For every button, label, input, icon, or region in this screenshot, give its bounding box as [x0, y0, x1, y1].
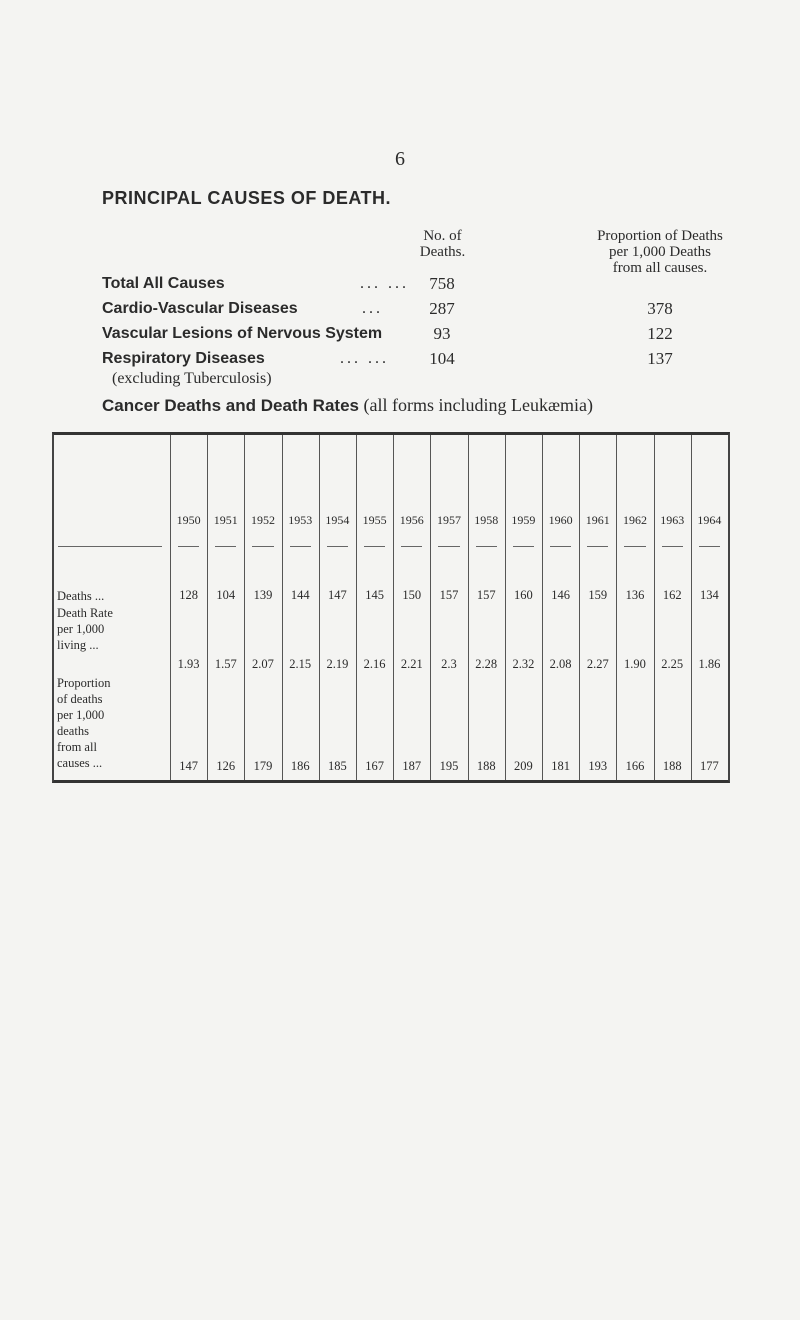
header-separator [327, 546, 348, 547]
header-separator [58, 546, 162, 547]
table-cell: 2.3 [441, 657, 457, 671]
cause-sublabel-respiratory: (excluding Tuberculosis) [112, 370, 272, 387]
header-separator [252, 546, 273, 547]
cause-deaths-respiratory: 104 [429, 349, 455, 368]
table-cell: 167 [365, 759, 384, 773]
table-cell: 128 [179, 588, 198, 602]
table-cell: 150 [402, 588, 422, 602]
year-header: 1963 [660, 513, 685, 527]
header-separator [587, 546, 608, 547]
table-column-divider [654, 435, 655, 780]
table-cell: 1.93 [177, 657, 200, 671]
year-header: 1950 [176, 513, 201, 527]
table-cell: 2.19 [326, 657, 349, 671]
table-cell: 145 [365, 588, 384, 602]
table-cell: 2.07 [252, 657, 274, 671]
cancer-table [52, 432, 730, 783]
table-cell: 147 [179, 759, 198, 773]
table-cell: 193 [588, 759, 608, 773]
cause-proportion-vascular: 122 [647, 324, 673, 343]
table-cell: 2.27 [586, 657, 609, 671]
header-separator [476, 546, 497, 547]
cause-proportion-respiratory: 137 [647, 349, 673, 368]
table-column-divider [691, 435, 692, 780]
year-header: 1954 [325, 513, 350, 527]
cause-label-cardio: Cardio-Vascular Diseases [102, 300, 298, 317]
year-header: 1953 [288, 513, 313, 527]
cause-dots-respiratory: ... ... [340, 350, 389, 367]
year-header: 1964 [697, 513, 722, 527]
table-column-divider [319, 435, 320, 780]
table-cell: 1.57 [214, 657, 237, 671]
table-column-divider [468, 435, 469, 780]
table-cell: 159 [588, 588, 608, 602]
table-row-label: Death Rate per 1,000 living ... [57, 606, 113, 652]
table-column-divider [356, 435, 357, 780]
header-separator [513, 546, 534, 547]
table-row-label: Proportion of deaths per 1,000 deaths from all causes ... [57, 676, 111, 770]
table-cell: 2.32 [512, 657, 535, 671]
cause-deaths-cardio: 287 [429, 299, 455, 318]
cause-proportion-cardio: 378 [647, 299, 673, 318]
table-column-divider [207, 435, 208, 780]
table-cell: 188 [476, 759, 496, 773]
cause-deaths-vascular: 93 [433, 324, 451, 343]
table-cell: 2.15 [289, 657, 312, 671]
table-cell: 139 [253, 588, 273, 602]
table-cell: 2.21 [400, 657, 423, 671]
year-header: 1959 [511, 513, 536, 527]
header-separator [624, 546, 645, 547]
header-separator [178, 546, 199, 547]
table-cell: 144 [290, 588, 310, 602]
year-header: 1961 [585, 513, 610, 527]
table-cell: 177 [700, 759, 719, 773]
header-separator [364, 546, 385, 547]
header-separator [215, 546, 236, 547]
table-cell: 160 [514, 588, 533, 602]
table-cell: 2.25 [661, 657, 684, 671]
table-cell: 126 [216, 759, 236, 773]
column-header-proportion: Proportion of Deaths per 1,000 Deaths from all causes. [597, 228, 723, 276]
table-cell: 134 [700, 588, 719, 602]
page-number: 6 [395, 148, 405, 170]
table-cell: 2.16 [363, 657, 386, 671]
cause-deaths-total: 758 [429, 274, 455, 293]
table-cell: 104 [216, 588, 236, 602]
header-separator [699, 546, 720, 547]
cause-label-total: Total All Causes [102, 275, 225, 292]
table-cell: 147 [328, 588, 347, 602]
table-cell: 1.86 [698, 657, 721, 671]
table-cell: 157 [476, 588, 496, 602]
year-header: 1955 [362, 513, 387, 527]
year-header: 1957 [436, 513, 461, 527]
table-cell: 181 [551, 759, 570, 773]
table-column-divider [282, 435, 283, 780]
table-cell: 162 [662, 588, 682, 602]
table-cell: 2.28 [475, 657, 498, 671]
cause-dots-total: ... ... [360, 275, 409, 292]
header-separator [290, 546, 311, 547]
year-header: 1960 [548, 513, 573, 527]
table-column-divider [170, 435, 171, 780]
table-column-divider [579, 435, 580, 780]
header-separator [550, 546, 571, 547]
header-separator [662, 546, 683, 547]
table-cell: 209 [514, 759, 533, 773]
table-cell: 157 [439, 588, 459, 602]
cause-label-respiratory: Respiratory Diseases [102, 350, 265, 367]
table-cell: 195 [439, 759, 459, 773]
cause-dots-cardio: ... [362, 300, 383, 317]
table-column-divider [244, 435, 245, 780]
table-cell: 179 [253, 759, 273, 773]
table-cell: 186 [290, 759, 310, 773]
table-column-divider [542, 435, 543, 780]
header-separator [401, 546, 422, 547]
table-column-divider [430, 435, 431, 780]
table-cell: 136 [625, 588, 645, 602]
table-cell: 187 [402, 759, 422, 773]
cancer-title-bold: Cancer Deaths and Death Rates [102, 396, 359, 415]
table-cell: 185 [328, 759, 347, 773]
year-header: 1951 [213, 513, 238, 527]
year-header: 1958 [474, 513, 499, 527]
table-cell: 1.90 [624, 657, 646, 671]
table-cell: 166 [625, 759, 645, 773]
cancer-title-rest: (all forms including Leukæmia) [358, 395, 593, 415]
year-header: 1962 [622, 513, 647, 527]
cause-label-vascular: Vascular Lesions of Nervous System [102, 325, 383, 342]
table-column-divider [505, 435, 506, 780]
table-cell: 146 [551, 588, 570, 602]
table-column-divider [393, 435, 394, 780]
year-header: 1956 [399, 513, 424, 527]
page-heading: PRINCIPAL CAUSES OF DEATH. [102, 188, 392, 208]
table-cell: 188 [662, 759, 682, 773]
table-row-label: Deaths ... [57, 589, 105, 603]
year-header: 1952 [250, 513, 275, 527]
cancer-section-title [102, 395, 593, 416]
table-cell: 2.08 [549, 657, 572, 671]
column-header-no-of-deaths: No. of Deaths. [419, 228, 466, 260]
table-column-divider [616, 435, 617, 780]
header-separator [438, 546, 459, 547]
